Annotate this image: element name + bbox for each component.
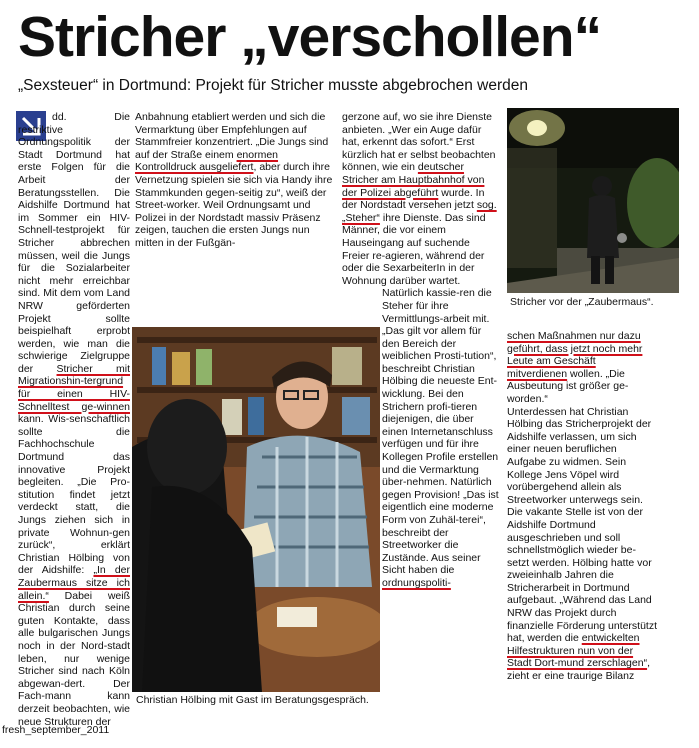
col3-text-a: gerzone auf, wo sie ihre Dienste anbieten. „Wer ein Auge dafür hat, erkennt das sofort.“ Erst kürzlich hat er selbst beobachten können, wie ein bbox=[342, 111, 496, 174]
col4-text-a: wollen. „Die Ausbeutung ist größer ge-worden.“ bbox=[507, 367, 629, 405]
highlight-kontrolldruck: enormen Kontrolldruck ausgeliefert bbox=[135, 148, 279, 174]
intro-text: dd. Die restriktive Ordnungspolitik der Stadt Dortmund hat erste Folgen für die Arbeit der Beratungsstellen. Die Aidshilfe Dortmund hat im Sommer ein HIV-Schnell-testprojekt für Stricher abbrechen müssen, weil die Jungs für die Sozialarbeiter nicht mehr erreichbar sind. Mit dem vom Land NRW geförderten Projekt sollte beispielhaft erprobt werden, wie man die schwierige Zielgruppe der bbox=[18, 111, 130, 375]
highlight-zaubermaus: „In der Zaubermaus sitze ich allein.“ bbox=[18, 564, 130, 602]
subheadline: „Sexsteuer“ in Dortmund: Projekt für Stricher musste abgebrochen werden bbox=[18, 77, 529, 94]
photo-caption-right: Stricher vor der „Zaubermaus“. bbox=[510, 296, 654, 308]
col2-text-a: Anbahnung etabliert werden und sich die Vermarktung über Empfehlungen auf Stammfreier konzentriert. „Die Jungs sind auf der Straße einem bbox=[135, 111, 329, 161]
col4-text-b: Unterdessen hat Christian Hölbing das Stricherprojekt der Aidshilfe verlassen, um sich einer neuen beruflichen Aufgabe zu widmen. Sein Kollege Jens Vöpel wird vorübergehend allein als Streetworker unterwegs sein. Die vakante Stelle ist von der Aidshilfe Dortmund ausgeschrieben und soll schnellstmöglich wieder be-setzt werden. Hölbing hatte vor zweieinhalb Jahren die Stricherarbeit in Dortmund aufgebaut. „Während das Land NRW das Projekt durch finanzielle Förderung unterstützt hat, werden die bbox=[507, 405, 657, 645]
highlight-ordnungspolitik: ordnungspoliti- bbox=[382, 576, 451, 589]
col4-text-c: , zieht er eine traurige Bilanz bbox=[507, 657, 650, 683]
col3-text-c: ihre Dienste. Das sind Männer, die vor einem Hauseingang auf suchende Freier re-agieren, während der oder die SexarbeiterIn in der Wohnung darüber wartet. bbox=[342, 211, 486, 287]
col2-text-b: , aber durch ihre Vernetzung spielen sie sich via Handy ihre Stammkunden gegen-seitig zu“, weiß der Street-worker. Weil Ordnungsamt und Polizei in der Nordstadt massiv Präsenz zeigen, tauchen die ersten Jungs nun mitten in der Fußgän- bbox=[135, 161, 333, 249]
article-column-2 bbox=[135, 111, 335, 250]
footer-issue: fresh_september_2011 bbox=[2, 724, 110, 736]
highlight-steher: sog. „Steher“ bbox=[342, 199, 497, 224]
article-column-1 bbox=[18, 111, 130, 728]
photo-zaubermaus-street bbox=[507, 108, 679, 293]
col1-end: Dabei weiß Christian durch seine guten Kontakte, dass alle bulgarischen Jungs noch in der Nord-stadt leben, nur wenige Stricher sind nach Köln abgewan-dert. Der Fach-mann kann derzeit beobachten, wie neue Strukturen der bbox=[18, 589, 130, 728]
article-column-4 bbox=[507, 330, 657, 683]
headline: Stricher „verschollen“ bbox=[18, 5, 602, 69]
col3-text-d: Natürlich kassie-ren die Steher für ihre Vermittlungs-arbeit mit. „Das gilt vor allem für den Bereich der weiblichen Prosti-tution“, beschreibt Christian Hölbing die neueste Ent-wicklung. Bei den Strichern profi-tieren diejenigen, die über einen Internetanschluss verfügen und für ihre Kollegen Profile erstellen und die Vermarktung über-nehmen. Natürlich gegen Provision! „Das ist eigentlich eine moderne Form von Zuhäl-terei“, beschreibt der Streetworker die Zustände. Aus seiner Sicht haben die bbox=[382, 287, 499, 577]
highlight-hilfestrukturen: entwickelten Hilfestrukturen nun von der Stadt Dort-mund zerschlagen“ bbox=[507, 632, 648, 670]
photo-counselling bbox=[132, 327, 380, 692]
highlight-mitverdienen: schen Maßnahmen nur dazu geführt, dass jetzt noch mehr Leute am Geschäft mitverdienen bbox=[507, 330, 643, 380]
col1-text: kann. Wis-senschaftlich sollte die Fachhochschule Dortmund das innovative Projekt begleiten. „Die Pro-stitution findet jetzt verdeckt statt, die Jungs ziehen sich in private Wohnun-gen zurück“, erklärt Christian Hölbing von der Aidshilfe: bbox=[18, 413, 130, 577]
highlight-migration: Stricher mit Migrationshin-tergrund für einen HIV-Schnelltest ge-winnen bbox=[18, 362, 131, 413]
photo-caption-center: Christian Hölbing mit Gast im Beratungsgespräch. bbox=[136, 694, 369, 706]
col3-text-b: wurde. In der Nordstadt versehen jetzt bbox=[342, 186, 485, 212]
highlight-hauptbahnhof: deutscher Stricher am Hauptbahnhof von der Polizei abgeführt bbox=[342, 161, 485, 199]
